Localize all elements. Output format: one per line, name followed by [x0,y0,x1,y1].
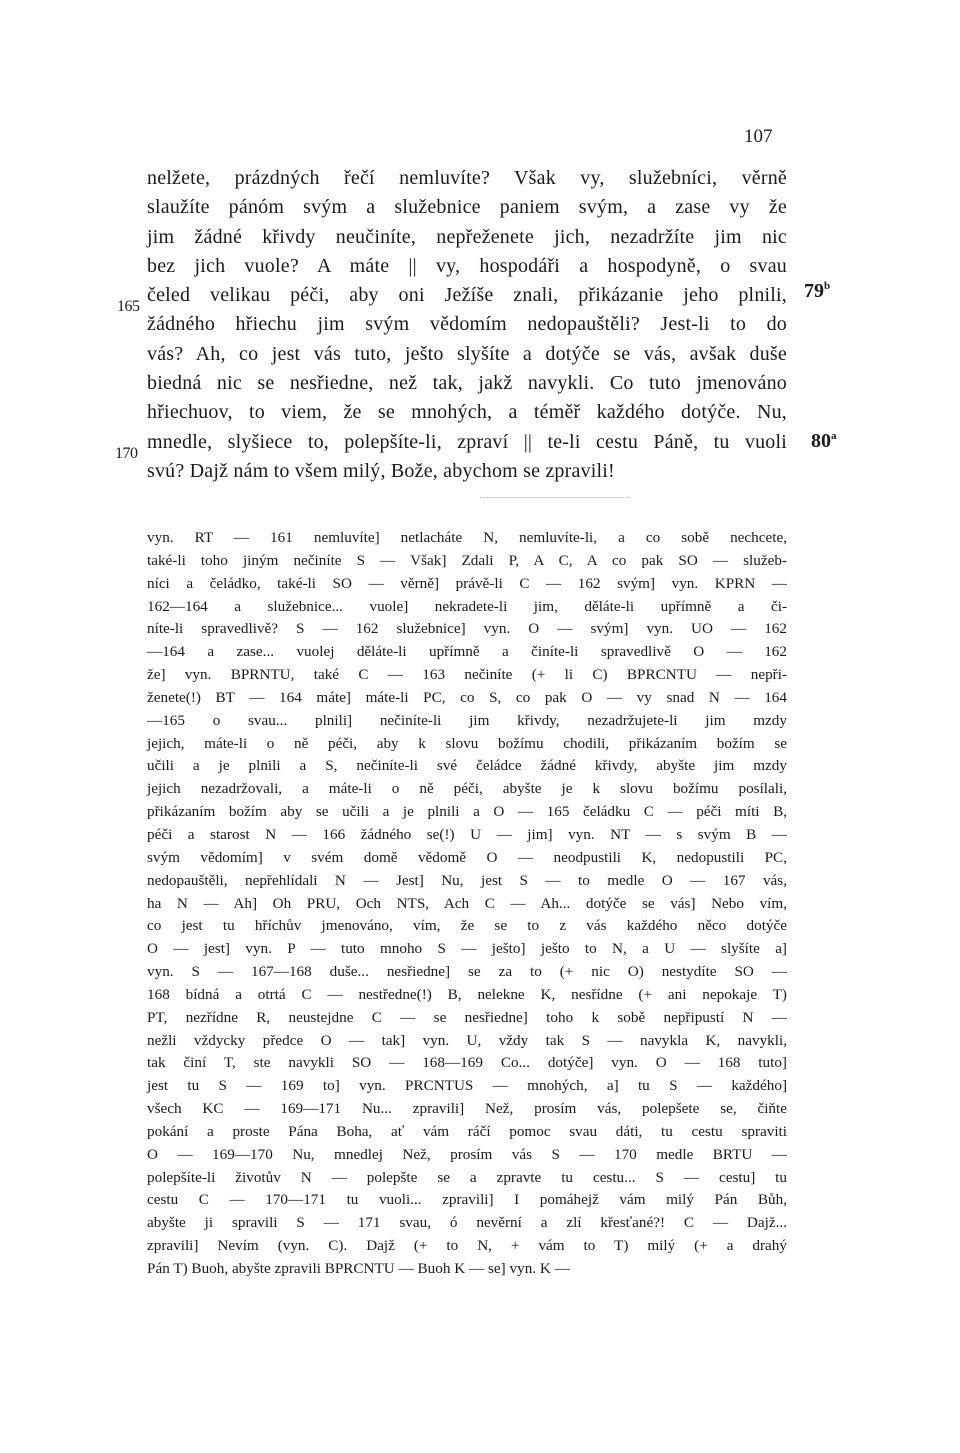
folio-number: 80 [811,430,831,452]
apparatus-line: Pán T) Buoh, abyšte zpravili BPRCNTU — Buoh K — se] vyn. K — [147,1260,570,1277]
apparatus-line: 162—164 a služebnice... vuole] nekradete-li jim, děláte-li upřímně a či- [147,597,787,615]
apparatus-line: polepšíte-li životův N — polepšte se a zpravte tu cestu... S — cestu] tu [147,1168,787,1186]
apparatus-line: níci a čeládko, také-li SO — věrně] právě-li C — 162 svým] vyn. KPRN — [147,574,787,592]
apparatus-line: 168 bídná a otrtá C — nestředne(!) B, nelekne K, nesřídne (+ ani nepokaje T) [147,985,787,1003]
apparatus-line: zpravili] Nevím (vyn. C). Dajž (+ to N, + vám to T) milý (+ a drahý [147,1237,787,1255]
folio-number: 79 [804,280,824,302]
text-line: slaužíte pánóm svým a služebnice paniem svým, a zase vy že [147,196,787,219]
apparatus-line: učili a je plnili a S, nečiníte-li své čeládce žádné křivdy, abyšte jim mzdy [147,757,787,775]
apparatus-line: jejich nezadržovali, a máte-li o ně péči, abyšte je k slovu božímu posílali, [147,780,787,798]
text-line: žádného hřiechu jim svým vědomím nedopauštěli? Jest-li to do [147,313,787,336]
apparatus-line: níte-li spravedlivě? S — 162 služebnice] vyn. O — svým] vyn. UO — 162 [147,620,787,638]
apparatus-line: PT, nezřídne R, neustejdne C — se nesřiedne] toho k sobě nepřipustí N — [147,1008,787,1026]
folio-side: b [824,280,831,292]
text-line: čeled velikau péči, aby oni Ježíše znali, přikázanie jeho plnili, [147,284,787,307]
line-number-170: 170 [115,445,138,462]
text-line: nelžete, prázdných řečí nemluvíte? Však vy, služebníci, věrně [147,167,787,189]
main-text [147,164,787,486]
apparatus-line: cestu C — 170—171 tu vuoli... zpravili] I pomáhejž vám milý Pán Bůh, [147,1191,787,1209]
apparatus-line: —164 a zase... vuolej děláte-li upřímně a činíte-li spravedlivě O — 162 [147,643,787,661]
text-line: hřiechuov, to viem, že se mnohých, a téměř každého dotýče. Nu, [147,401,787,424]
apparatus-line: všech KC — 169—171 Nu... zpravili] Než, prosím vás, polepšete se, čiňte [147,1100,787,1118]
text-line: mnedle, slyšiece to, polepšíte-li, zpraví || te-li cestu Páně, tu vuoli [147,430,787,453]
apparatus-line: jest tu S — 169 to] vyn. PRCNTUS — mnohých, a] tu S — každého] [147,1077,787,1095]
apparatus-line: ženete(!) BT — 164 máte] máte-li PC, co S, co pak O — vy snad N — 164 [147,688,787,706]
apparatus-line: tak činí T, ste navykli SO — 168—169 Co... dotýče] vyn. O — 168 tuto] [147,1054,787,1072]
apparatus-line: přikázaním božím aby se učili a je plnili a O — 165 čeládku C — péči míti B, [147,803,787,821]
apparatus-line: také-li toho jiným nečiníte S — Však] Zdali P, A C, A co pak SO — služeb- [147,551,787,569]
apparatus-line: vyn. S — 167—168 duše... nesřiedne] se za to (+ nic O) nestydíte SO — [147,963,787,981]
text-line: vás? Ah, co jest vás tuto, ješto slyšíte a dotýče se vás, avšak duše [147,342,787,365]
apparatus-line: svým vědomím] v svém domě vědomě O — neodpustili K, nedopustili PC, [147,848,787,866]
folio-mark-80a [811,430,837,453]
apparatus-line: O — 169—170 Nu, mnedlej Než, prosím vás S — 170 medle BRTU — [147,1145,787,1163]
apparatus-line: pokání a proste Pána Boha, ať vám ráčí pomoc svau dáti, tu cestu spraviti [147,1122,787,1140]
apparatus-line: —165 o svau... plnili] nečiníte-li jim křivdy, nezadržujete-li jim mzdy [147,711,787,729]
text-line: bez jich vuole? A máte || vy, hospodáři a hospodyně, o svau [147,254,787,277]
apparatus-line: vyn. RT — 161 nemluvíte] netlacháte N, nemluvíte-li, a co sobě nechcete, [147,529,787,546]
line-number-165: 165 [117,298,140,315]
text-line: jim žádné křivdy neučiníte, nepřeženete jich, nezadržíte jim nic [147,225,787,248]
critical-apparatus [147,527,787,1281]
apparatus-line: jejich, máte-li o ně péči, aby k slovu božímu chodili, přikázaním božím se [147,734,787,752]
folio-mark-79b [804,280,830,303]
apparatus-line: péči a starost N — 166 žádného se(!) U — jim] vyn. NT — s svým B — [147,825,787,843]
folio-side: a [831,430,837,442]
separator-line [480,497,630,498]
apparatus-line: O — jest] vyn. P — tuto mnoho S — ješto] ješto to N, a U — slyšíte a] [147,940,787,958]
apparatus-line: nedopauštěli, nepřehlídali N — Jest] Nu, jest S — to medle O — 167 vás, [147,871,787,889]
apparatus-line: ha N — Ah] Oh PRU, Och NTS, Ach C — Ah... dotýče se vás] Nebo vím, [147,894,787,912]
apparatus-line: že] vyn. BPRNTU, také C — 163 nečiníte (+ li C) BPRCNTU — nepři- [147,666,787,684]
text-line: svú? Dajž nám to všem milý, Bože, abychom se zpravili! [147,459,615,482]
apparatus-line: nežli vždycky předce O — tak] vyn. U, vždy tak S — navykla K, navykli, [147,1031,787,1049]
apparatus-line: co jest tu hříchův jmenováno, vím, že se to z vás každého něco dotýče [147,917,787,935]
page-number: 107 [744,126,773,147]
apparatus-line: abyšte ji spravili S — 171 svau, ó nevěrní a zlí křesťané?! C — Dajž... [147,1214,787,1232]
text-line: biedná nic se nesřiedne, než tak, jakž navykli. Co tuto jmenováno [147,372,787,395]
